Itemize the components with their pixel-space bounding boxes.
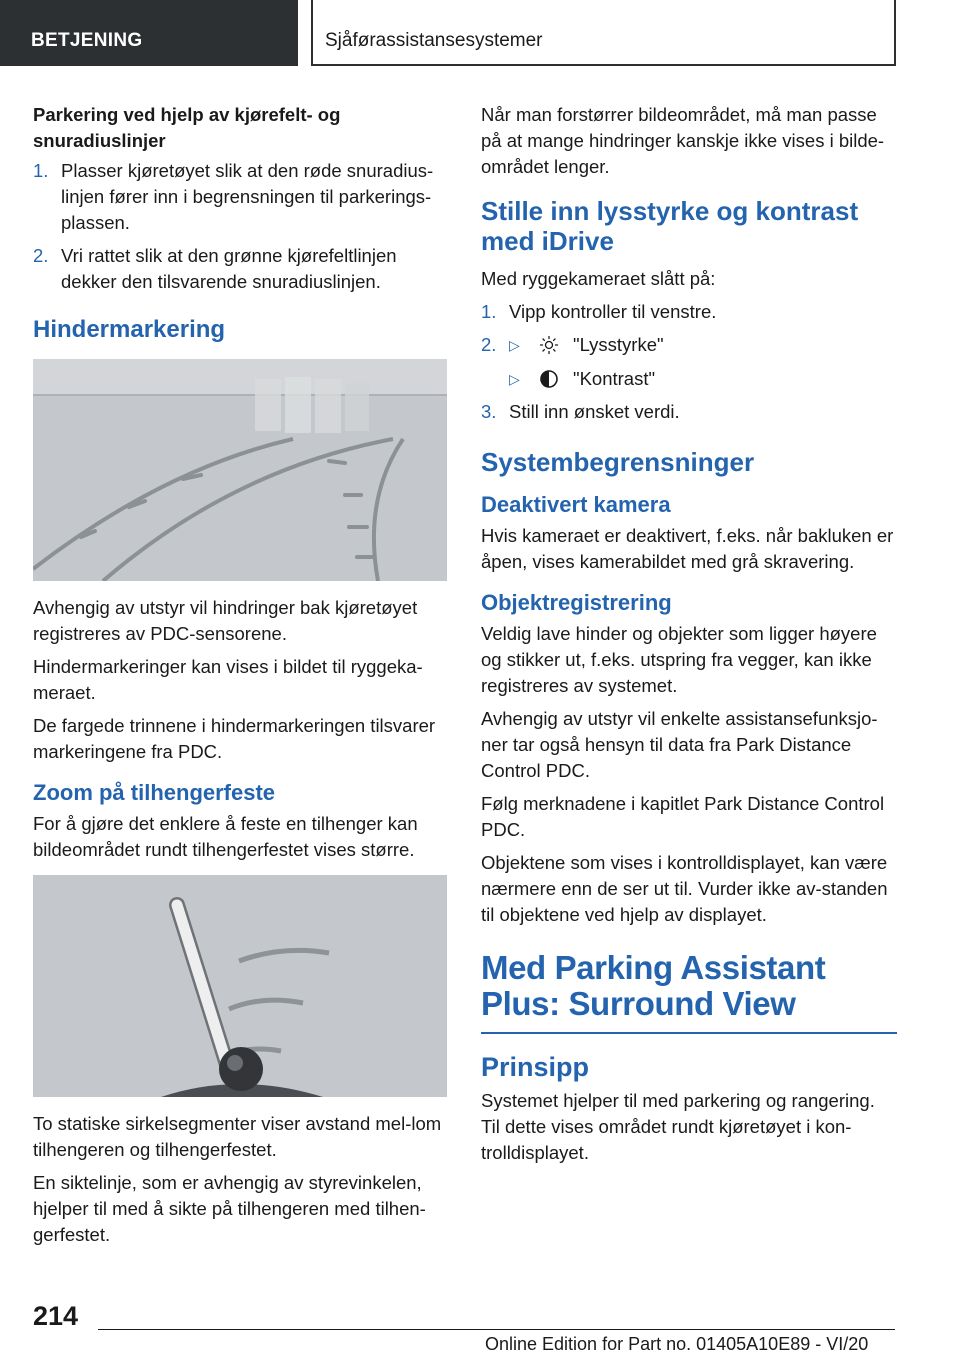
prinsipp-heading: Prinsipp [481,1052,590,1082]
substep-brightness [509,332,897,358]
systembegrensninger-heading: Systembegrensninger [481,447,755,477]
list-item [481,299,897,325]
triangle-icon: ▷ [509,337,520,353]
paragraph: Når man forstørrer bildeområdet, må man passe på at mange hindringer kanskje ikke vises i bilde-området lenger. [481,104,885,177]
page-header [0,0,960,66]
list-item [33,158,449,236]
list-item [481,332,897,358]
step-number: 3. [481,401,497,422]
surround-view-heading: Med Parking Assistant Plus: Surround View [481,950,897,1034]
page-number: 214 [33,1301,79,1331]
step-number: 1. [481,301,497,322]
deaktivert-heading: Deaktivert kamera [481,492,671,517]
chapter-title: Sjåførassistansesystemer [311,0,896,66]
parking-steps [33,158,449,295]
left-column [33,102,449,1255]
parking-heading: Parkering ved hjelp av kjørefelt- og snuradiuslinjer [33,104,341,151]
paragraph: De fargede trinnene i hindermarkeringen tilsvarer markeringene fra PDC. [33,715,436,762]
contrast-icon [539,369,559,389]
step-number: 1. [33,160,49,181]
sun-icon [539,335,559,355]
paragraph: Med ryggekameraet slått på: [481,268,716,289]
brightness-heading: Stille inn lysstyrke og kontrast med iDrive [481,196,859,256]
contrast-label: "Kontrast" [573,368,656,389]
section-tab: BETJENING [0,0,298,66]
paragraph: Objektene som vises i kontrolldisplayet, kan være nærmere enn de ser ut til. Vurder ikke av-standen til objektene ved hjelp av displayet. [481,852,888,925]
paragraph: Følg merknadene i kapitlet Park Distance Control PDC. [481,793,885,840]
hindermarkering-heading: Hindermarkering [33,316,226,343]
step-text: Vipp kontroller til venstre. [509,301,717,322]
brightness-steps [481,299,897,358]
step-number: 2. [33,245,49,266]
objekt-heading: Objektregistrering [481,590,672,615]
triangle-icon: ▷ [509,371,520,387]
paragraph: Veldig lave hinder og objekter som ligger høyere og stikker ut, f.eks. utspring fra vegger, kan ikke registreres av systemet. [481,623,877,696]
paragraph: Avhengig av utstyr vil hindringer bak kjøretøyet registreres av PDC-sensorene. [33,597,418,644]
trailer-hitch-figure [33,875,447,1097]
substep-contrast [509,366,897,392]
step-text: Still inn ønsket verdi. [509,401,680,422]
list-item [33,243,449,295]
list-item [481,399,897,425]
paragraph: Hindermarkeringer kan vises i bildet til ryggeka-meraet. [33,656,423,703]
paragraph: Systemet hjelper til med parkering og rangering. Til dette vises området rundt kjøretøyet i kon-trolldisplayet. [481,1090,875,1163]
step-text: Vri rattet slik at den grønne kjørefeltlinjen dekker den tilsvarende snuradiuslinjen. [61,245,397,292]
paragraph: En siktelinje, som er avhengig av styrevinkelen, hjelper til med å sikte på tilhengeren med tilhen-gerfestet. [33,1172,426,1245]
paragraph: For å gjøre det enklere å feste en tilhenger kan bildeområdet rundt tilhengerfestet vises større. [33,813,418,860]
paragraph: To statiske sirkelsegmenter viser avstand mel-lom tilhengeren og tilhengerfestet. [33,1113,442,1160]
step-text: Plasser kjøretøyet slik at den røde snuradius-linjen fører inn i begrensningen til parkerings-plassen. [61,160,434,233]
brightness-steps-end [481,399,897,425]
edition-text: Online Edition for Part no. 01405A10E89 - VI/20 [485,1334,869,1354]
footer-divider [98,1329,895,1330]
right-column [481,102,897,1173]
obstacle-marking-figure [33,359,447,581]
paragraph: Avhengig av utstyr vil enkelte assistansefunksjo-ner tar også hensyn til data fra Park Distance Control PDC. [481,708,878,781]
zoom-heading: Zoom på tilhengerfeste [33,780,276,805]
step-number: 2. [481,334,497,355]
brightness-label: "Lysstyrke" [573,334,664,355]
paragraph: Hvis kameraet er deaktivert, f.eks. når bakluken er åpen, vises kamerabildet med grå skravering. [481,525,894,572]
